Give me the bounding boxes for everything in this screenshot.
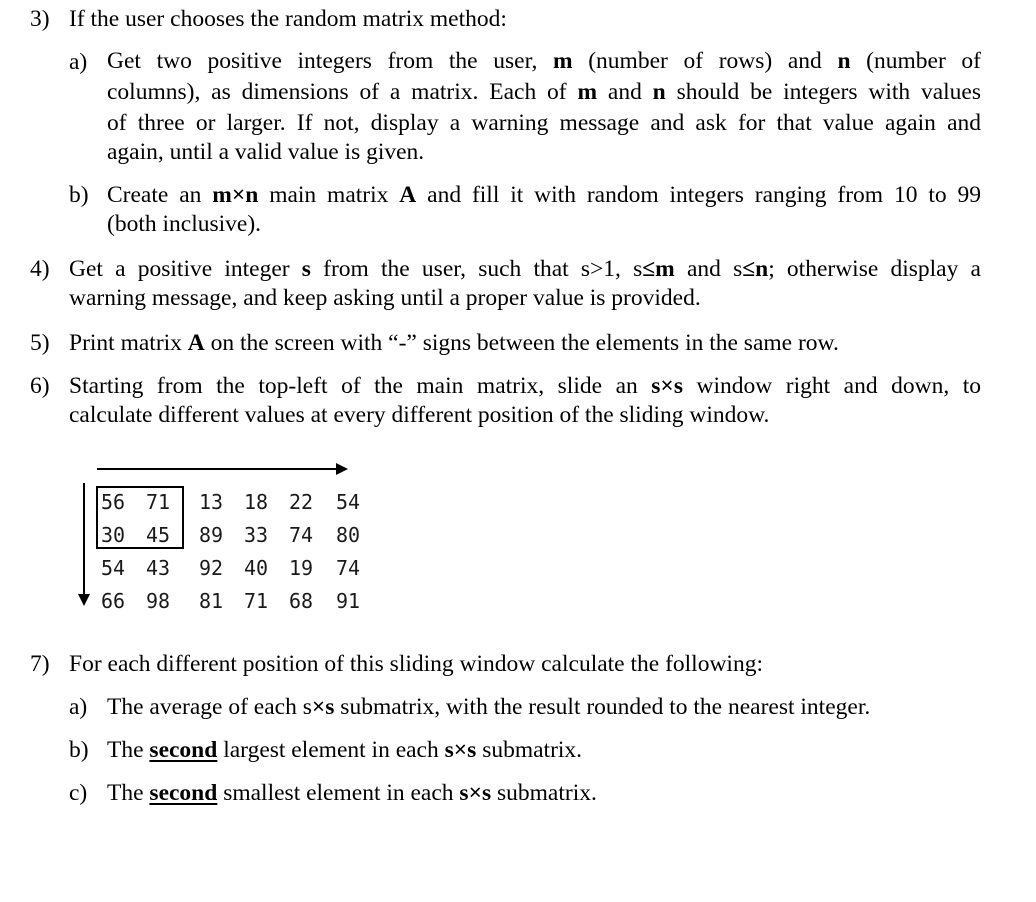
matrix-cell: 19 <box>288 556 314 580</box>
matrix-cell: 45 <box>145 523 171 547</box>
matrix-cell: 22 <box>288 490 314 514</box>
item-3a-label: a) <box>69 49 88 75</box>
matrix-cell: 43 <box>145 556 171 580</box>
matrix-cell: 71 <box>145 490 171 514</box>
item-7-number: 7) <box>30 651 50 677</box>
item-3a-line-3: of three or larger. If not, display a warning message and ask for that value again and <box>107 110 981 136</box>
matrix-cell: 40 <box>243 556 269 580</box>
matrix-cell: 89 <box>198 523 224 547</box>
item-4-number: 4) <box>30 256 50 282</box>
item-5-text: Print matrix A on the screen with “-” signs between the elements in the same row. <box>69 330 839 356</box>
second-emphasis: second <box>149 737 218 763</box>
item-3a-line-1: Get two positive integers from the user, m (number of rows) and n (number of <box>107 48 981 74</box>
item-6-line-1: Starting from the top-left of the main matrix, slide an s×s window right and down, to <box>69 373 981 399</box>
matrix-cell: 13 <box>198 490 224 514</box>
matrix-cell: 54 <box>100 556 126 580</box>
down-arrow-head <box>78 594 90 606</box>
matrix-cell: 80 <box>335 523 361 547</box>
item-3b-line-2: (both inclusive). <box>107 211 262 237</box>
item-6-number: 6) <box>30 373 50 399</box>
matrix-cell: 98 <box>145 589 171 613</box>
item-6-line-2: calculate different values at every different position of the sliding window. <box>69 402 770 428</box>
item-3a-line-4: again, until a valid value is given. <box>107 139 425 165</box>
item-3b-label: b) <box>69 182 89 208</box>
item-3a-line-2: columns), as dimensions of a matrix. Each of m and n should be integers with values <box>107 79 982 105</box>
matrix-cell: 66 <box>100 589 126 613</box>
matrix-cell: 68 <box>288 589 314 613</box>
matrix-cell: 33 <box>243 523 269 547</box>
item-7b-label: b) <box>69 737 89 763</box>
item-3-text: If the user chooses the random matrix method: <box>69 6 507 32</box>
item-3-number: 3) <box>30 6 50 32</box>
matrix-cell: 18 <box>243 490 269 514</box>
matrix-cell: 91 <box>335 589 361 613</box>
item-7c-text: The second smallest element in each s×s submatrix. <box>107 780 597 806</box>
second-emphasis: second <box>149 780 218 806</box>
matrix-cell: 74 <box>288 523 314 547</box>
matrix-cell: 74 <box>335 556 361 580</box>
item-7-text: For each different position of this sliding window calculate the following: <box>69 651 763 677</box>
matrix-cell: 92 <box>198 556 224 580</box>
right-arrow-head <box>336 463 348 475</box>
item-7b-text: The second largest element in each s×s submatrix. <box>107 737 583 763</box>
item-4-line-2: warning message, and keep asking until a proper value is provided. <box>69 285 701 311</box>
item-7c-label: c) <box>69 780 88 806</box>
matrix-cell: 30 <box>100 523 126 547</box>
matrix-cell: 81 <box>198 589 224 613</box>
matrix-cell: 71 <box>243 589 269 613</box>
item-4-line-1: Get a positive integer s from the user, such that s>1, s≤m and s≤n; otherwise display a <box>69 256 981 282</box>
matrix-cell: 54 <box>335 490 361 514</box>
matrix-cell: 56 <box>100 490 126 514</box>
item-7a-text: The average of each s×s submatrix, with the result rounded to the nearest integer. <box>107 694 871 720</box>
item-7a-label: a) <box>69 694 88 720</box>
item-3b-line-1: Create an m×n main matrix A and fill it with random integers ranging from 10 to 99 <box>107 182 981 208</box>
item-5-number: 5) <box>30 330 50 356</box>
